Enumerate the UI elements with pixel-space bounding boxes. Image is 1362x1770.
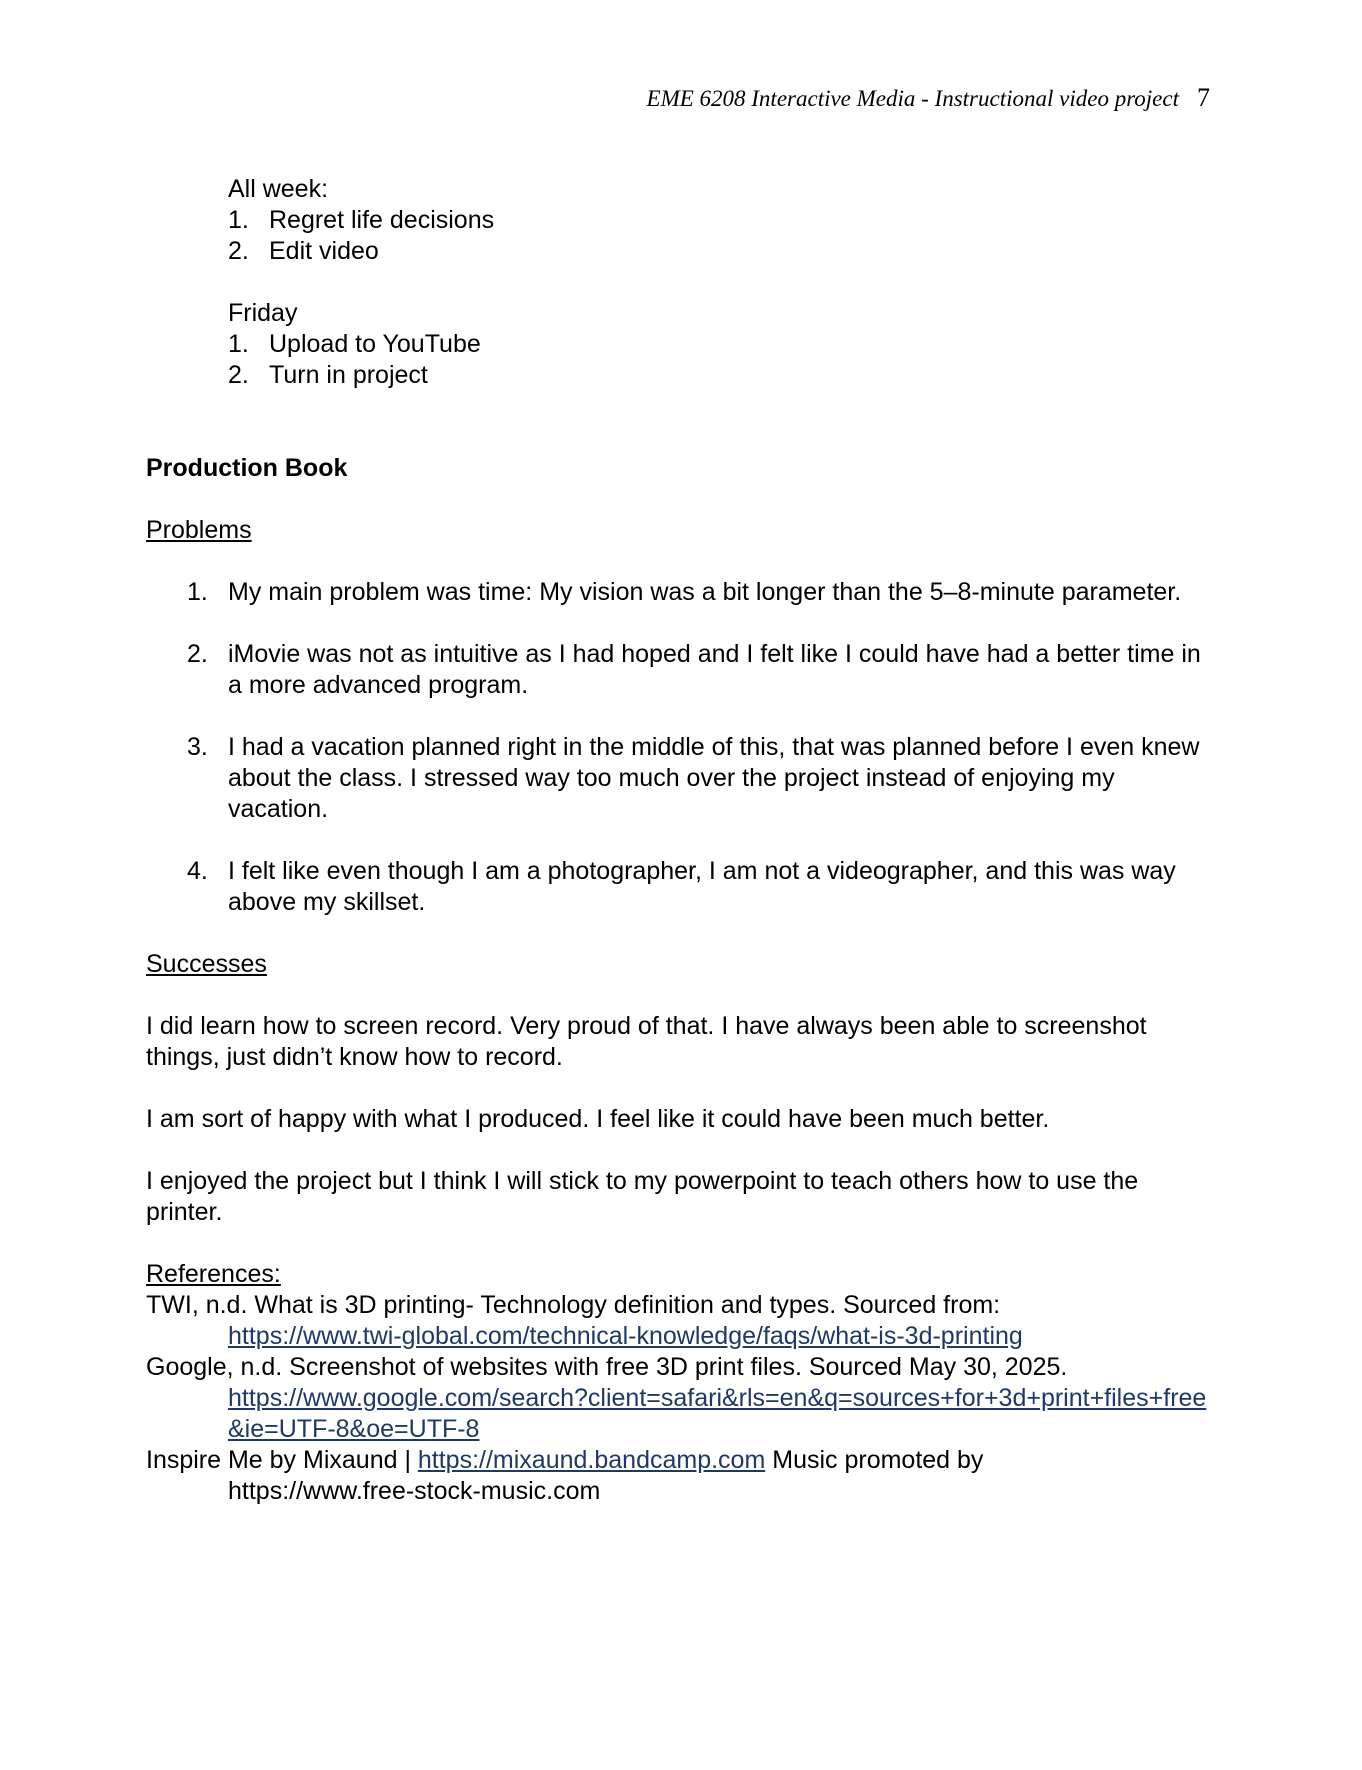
list-item: 1. Regret life decisions: [228, 206, 495, 234]
page-content: [146, 174, 1216, 1507]
subheading-successes: Successes: [146, 950, 267, 978]
successes-paragraph: I enjoyed the project but I think I will stick to my powerpoint to teach others how to use the printer.: [146, 1167, 1139, 1226]
reference-entry: [146, 1290, 1216, 1352]
schedule-day-label: All week:: [228, 175, 329, 203]
schedule-list: [228, 205, 1216, 267]
reference-link[interactable]: https://mixaund.bandcamp.com: [417, 1446, 766, 1474]
reference-text: TWI, n.d. What is 3D printing- Technology definition and types. Sourced from:: [146, 1291, 1001, 1319]
reference-text: Music promoted by: [765, 1446, 984, 1474]
subheading-problems: Problems: [146, 516, 252, 544]
list-item: 2. Turn in project: [228, 361, 428, 389]
reference-link[interactable]: https://www.google.com/search?client=safari&rls=en&q=sources+for+3d+print+files+free&ie=UTF-8&oe=UTF-8: [228, 1384, 1207, 1443]
schedule-all-week: [228, 174, 1216, 267]
successes-paragraph: I am sort of happy with what I produced. I feel like it could have been much better.: [146, 1105, 1050, 1133]
subheading-references: References:: [146, 1260, 281, 1288]
reference-entry: [146, 1445, 1216, 1507]
list-item: 2. Edit video: [228, 237, 379, 265]
section-heading-production-book: Production Book: [146, 454, 348, 482]
schedule-day-label: Friday: [228, 299, 298, 327]
list-item: 3. I had a vacation planned right in the middle of this, that was planned before I even knew about the class. I stressed way too much over the project instead of enjoying my vacation.: [187, 733, 1200, 823]
list-item: 1. My main problem was time: My vision was a bit longer than the 5–8-minute parameter.: [187, 578, 1182, 606]
list-item: 2. iMovie was not as intuitive as I had hoped and I felt like I could have had a better time in a more advanced program.: [187, 640, 1201, 699]
running-title: EME 6208 Interactive Media - Instructional video project: [646, 86, 1179, 111]
list-item: 1. Upload to YouTube: [228, 330, 481, 358]
reference-text: Inspire Me by Mixaund |: [146, 1446, 418, 1474]
successes-paragraph: I did learn how to screen record. Very proud of that. I have always been able to screenshot things, just didn’t know how to record.: [146, 1012, 1147, 1071]
reference-link[interactable]: https://www.twi-global.com/technical-knowledge/faqs/what-is-3d-printing: [228, 1322, 1023, 1350]
reference-entry: [146, 1352, 1216, 1445]
reference-text: Google, n.d. Screenshot of websites with free 3D print files. Sourced May 30, 2025.: [146, 1353, 1068, 1381]
running-header: [647, 84, 1210, 113]
schedule-list: [228, 329, 1216, 391]
problems-list: [146, 577, 1216, 918]
list-item: 4. I felt like even though I am a photographer, I am not a videographer, and this was way above my skillset.: [187, 857, 1176, 916]
schedule-friday: [228, 298, 1216, 391]
page-number: 7: [1197, 83, 1210, 112]
reference-url-text: https://www.free-stock-music.com: [228, 1477, 601, 1505]
